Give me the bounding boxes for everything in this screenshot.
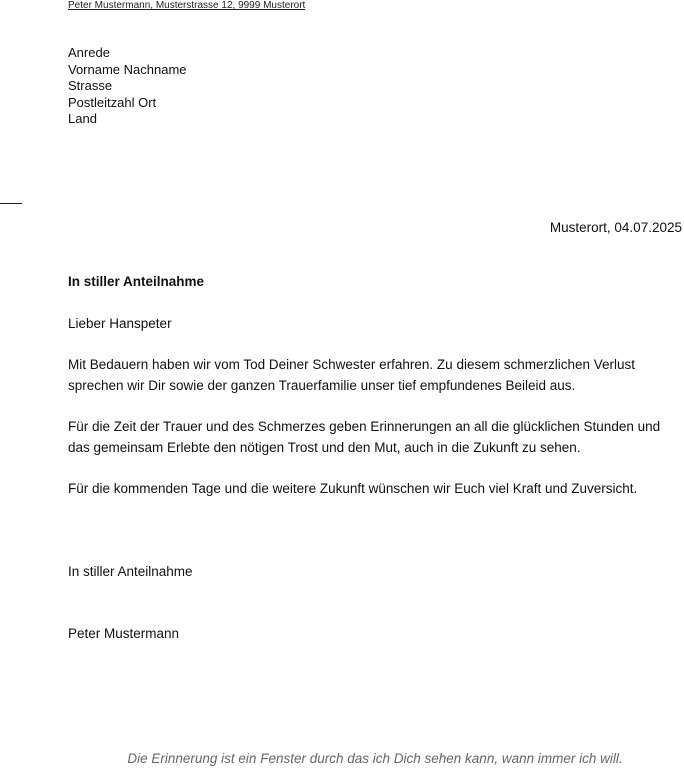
closing-phrase: In stiller Anteilnahme [68, 564, 193, 579]
body-paragraph-3: Für die kommenden Tage und die weitere Zukunft wünschen wir Euch viel Kraft und Zuversicht. [68, 481, 638, 496]
recipient-city-line: Postleitzahl Ort [68, 94, 157, 110]
recipient-street-line: Strasse [68, 78, 113, 93]
letter-subject: In stiller Anteilnahme [68, 274, 205, 289]
sender-return-address: Peter Mustermann, Musterstrasse 12, 9999 Musterort [68, 0, 306, 11]
recipient-name-line: Vorname Nachname [68, 61, 187, 77]
footer-quote: Die Erinnerung ist ein Fenster durch das ich Dich sehen kann, wann immer ich will. [127, 751, 623, 766]
recipient-salutation-line: Anrede [68, 45, 110, 60]
body-paragraph-2: Für die Zeit der Trauer und des Schmerzes geben Erinnerungen an all die glücklichen Stunden und das gemeinsam Erlebte den nötigen Trost und den Mut, auch in die Zukunft zu sehen. [68, 419, 661, 455]
place-date: Musterort, 04.07.2025 [549, 220, 682, 235]
body-paragraph-1: Mit Bedauern haben wir vom Tod Deiner Schwester erfahren. Zu diesem schmerzlichen Verlust sprechen wir Dir sowie der ganzen Trauerfamilie unser tief empfundenes Beileid aus. [68, 357, 636, 393]
salutation: Lieber Hanspeter [68, 316, 172, 331]
fold-mark [0, 203, 22, 204]
recipient-country-line: Land [68, 111, 97, 126]
signature-name: Peter Mustermann [68, 626, 180, 641]
recipient-address-block [68, 45, 187, 128]
